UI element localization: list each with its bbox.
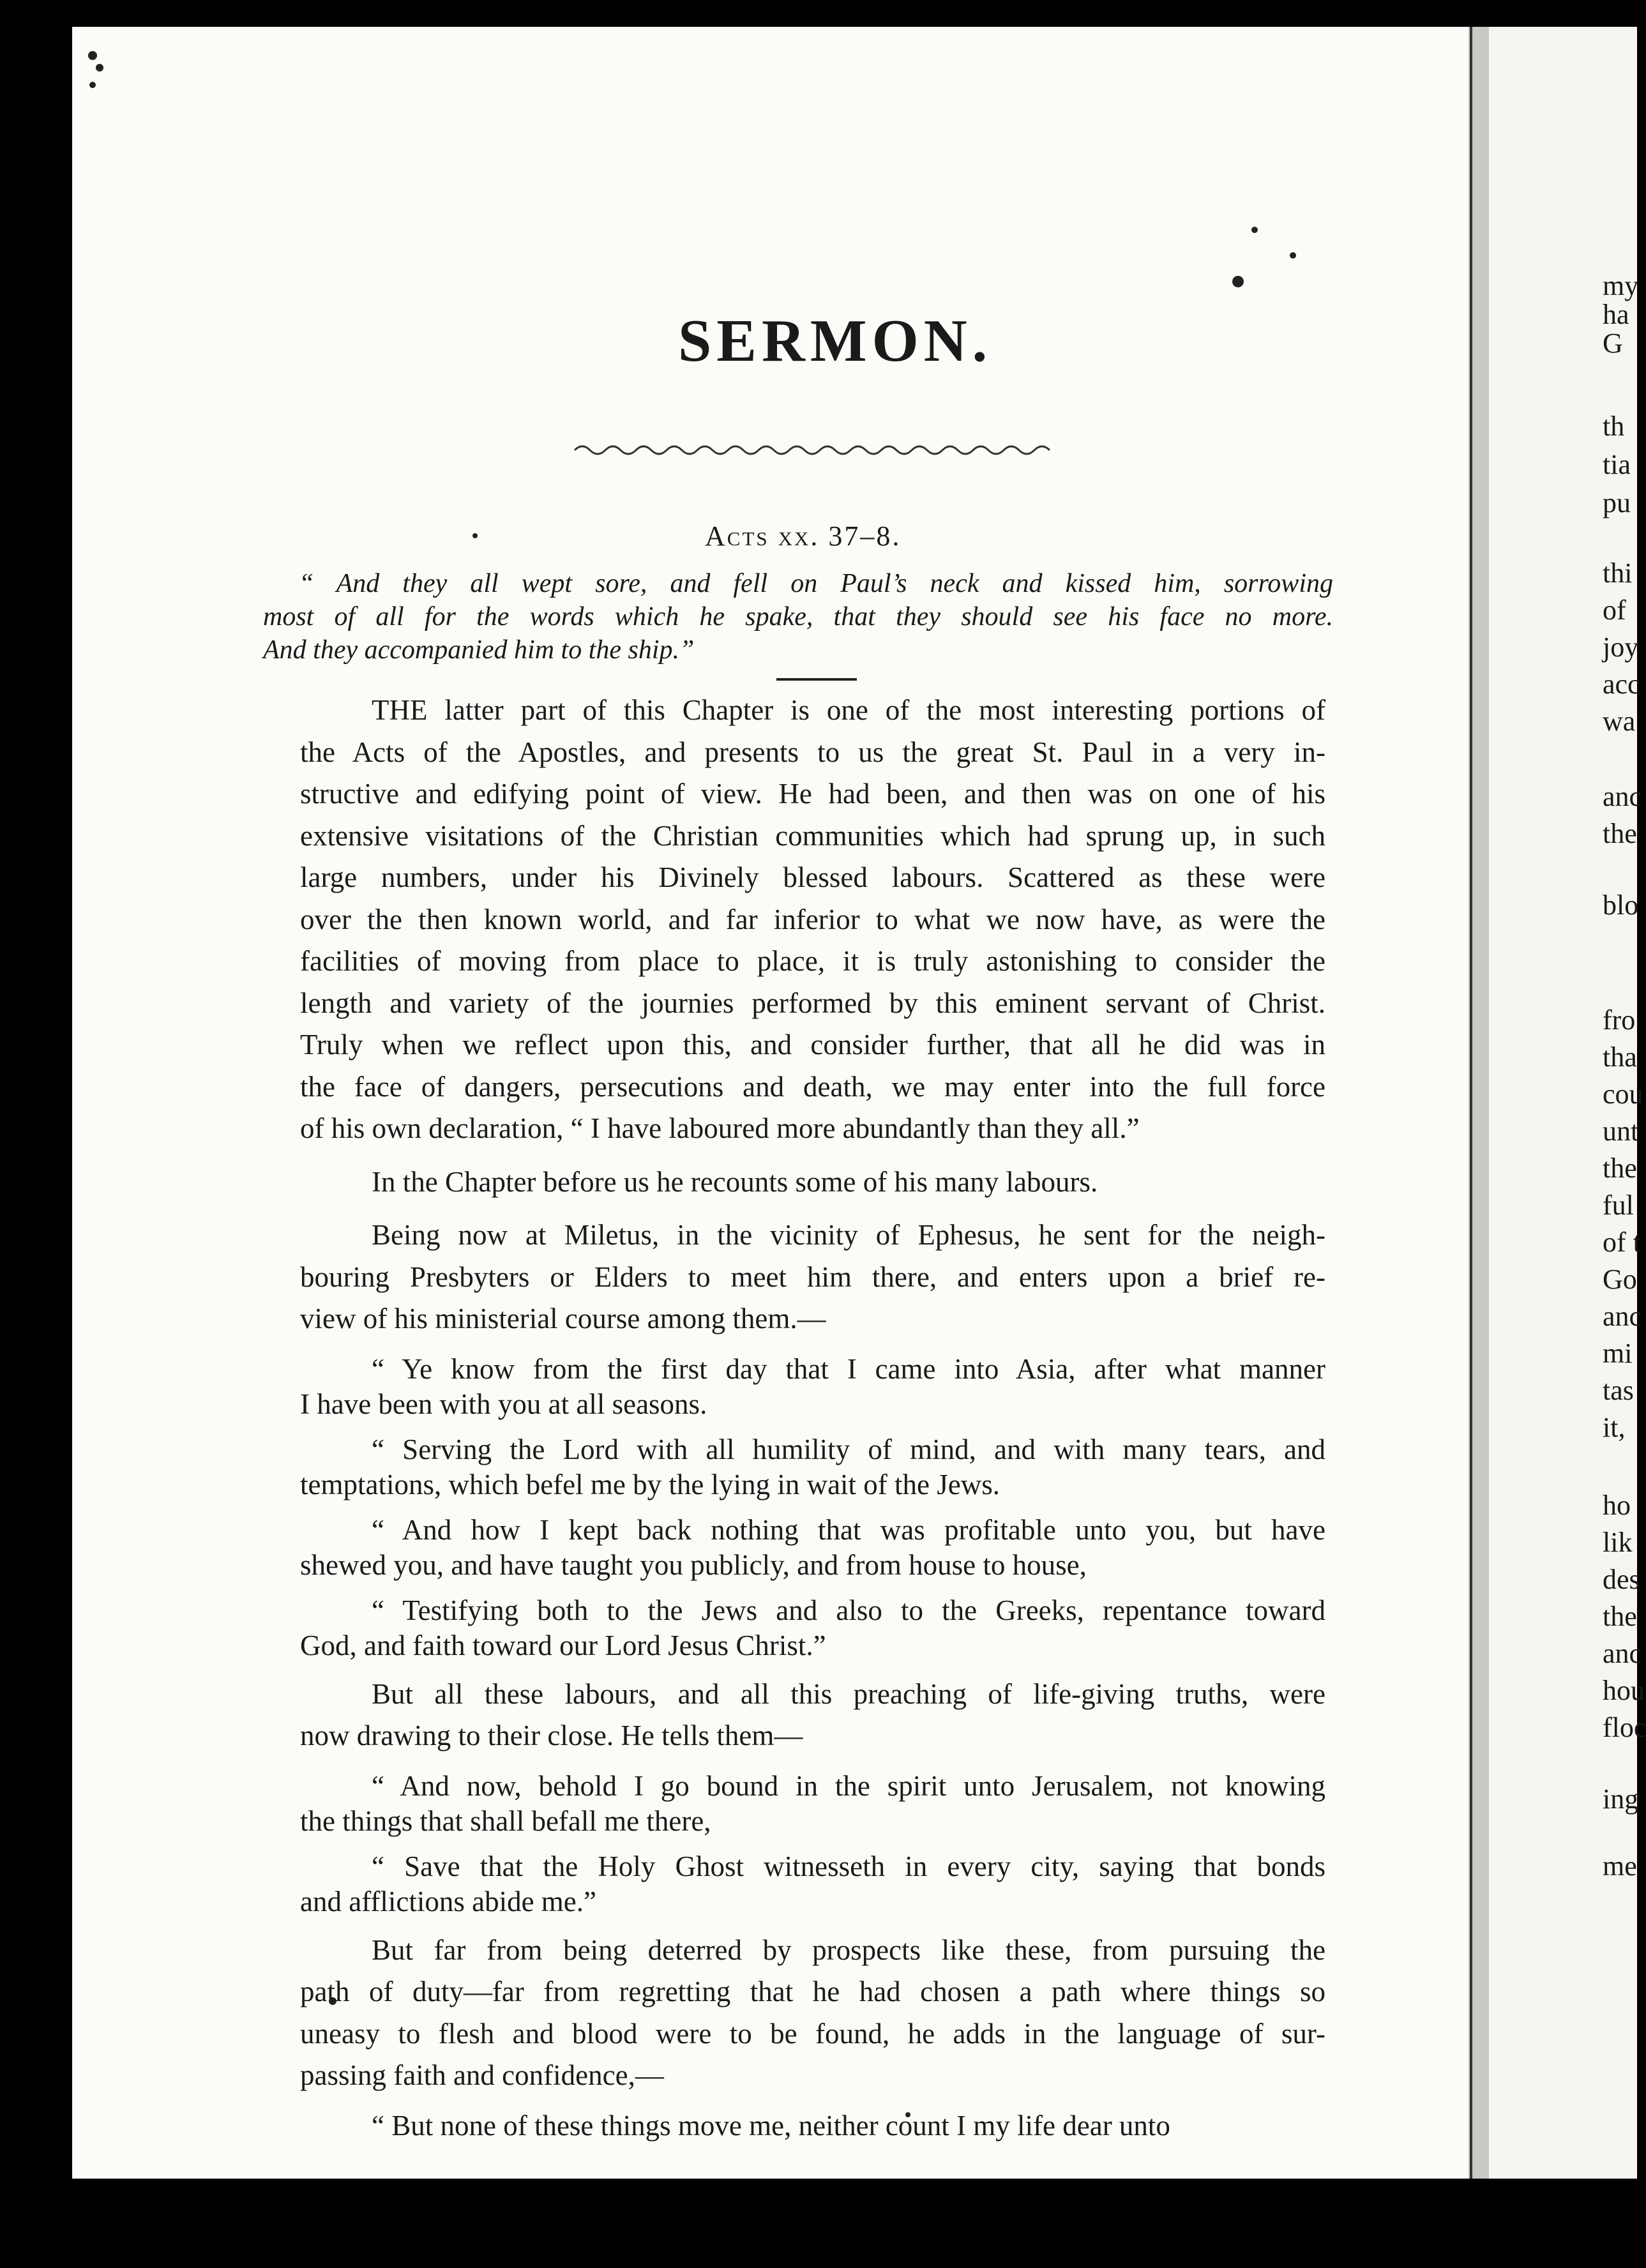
text-line: “ Ye know from the first day that I came into Asia, after what manner: [372, 1352, 1325, 1385]
text-line: Truly when we reflect upon this, and consider further, that all he did was in: [300, 1029, 1325, 1061]
facing-page-fragment: anc: [1603, 781, 1642, 812]
text-line: But far from being deterred by prospects like these, from pursuing the: [372, 1933, 1325, 1966]
body-paragraph: [300, 1161, 1325, 1204]
facing-page-fragment: mi: [1603, 1338, 1633, 1369]
facing-page-fragment: ha: [1603, 299, 1629, 330]
text-line: But all these labours, and all this preaching of life-giving truths, were: [372, 1677, 1325, 1710]
print-speck: [96, 64, 103, 72]
text-line: I have been with you at all seasons.: [300, 1387, 707, 1420]
text-line: “ But none of these things move me, neither count I my life dear unto: [372, 2109, 1170, 2142]
text-line: over the then known world, and far inferior to what we now have, as were the: [300, 903, 1325, 935]
facing-page-fragment: anc: [1603, 1301, 1642, 1332]
text-line: temptations, which befel me by the lying in wait of the Jews.: [300, 1468, 1000, 1501]
text-line: “ And how I kept back nothing that was profitable unto you, but have: [372, 1513, 1325, 1546]
facing-page-fragment: ing: [1603, 1783, 1639, 1815]
text-line: the face of dangers, persecutions and death, we may enter into the full force: [300, 1070, 1325, 1103]
text-line: large numbers, under his Divinely blessed labours. Scattered as these were: [300, 861, 1325, 893]
body-paragraph: [300, 1214, 1325, 1340]
facing-page-fragment: fro: [1603, 1004, 1636, 1036]
scripture-reference: Acts xx. 37–8.: [705, 520, 902, 552]
text-line: path of duty—far from regretting that he had chosen a path where things so: [300, 1976, 1325, 2007]
text-line: and afflictions abide me.”: [300, 1885, 596, 1917]
text-line: length and variety of the journies performed by this eminent servant of Christ.: [300, 987, 1325, 1019]
body-paragraph: [300, 1930, 1325, 2097]
text-line: “ Save that the Holy Ghost witnesseth in every city, saying that bonds: [372, 1850, 1325, 1882]
scripture-quote-paragraph: [300, 1849, 1325, 1919]
epigraph-line: “ And they all wept sore, and fell on Paul’s neck and kissed him, sorrowing: [299, 569, 1333, 598]
text-line: structive and edifying point of view. He had been, and then was on one of his: [300, 778, 1325, 810]
facing-page-fragment: Go: [1603, 1264, 1637, 1295]
body-paragraph: [300, 690, 1325, 1150]
facing-page-fragment: anc: [1603, 1638, 1642, 1669]
facing-page-fragment: th: [1603, 411, 1625, 442]
facing-page-fragment: floc: [1603, 1712, 1646, 1743]
text-line: “ Serving the Lord with all humility of mind, and with many tears, and: [372, 1433, 1325, 1465]
facing-page-fragment: ho: [1603, 1490, 1631, 1521]
facing-page-fragment: pu: [1603, 487, 1631, 518]
facing-page-fragment: G: [1603, 328, 1623, 359]
text-line: bouring Presbyters or Elders to meet him there, and enters upon a brief re-: [300, 1260, 1325, 1293]
text-line: the Acts of the Apostles, and presents to us the great St. Paul in a very in-: [300, 736, 1325, 768]
facing-page-fragment: ful: [1603, 1190, 1634, 1221]
print-speck: [88, 51, 97, 60]
facing-page-fragment: the: [1603, 1601, 1637, 1632]
print-speck: [472, 533, 478, 538]
print-speck: [89, 82, 96, 88]
text-line: view of his ministerial course among them.—: [300, 1303, 826, 1334]
text-line: In the Chapter before us he recounts some of his many labours.: [372, 1165, 1098, 1198]
text-line: now drawing to their close. He tells them—: [300, 1720, 803, 1751]
text-line: Being now at Miletus, in the vicinity of Ephesus, he sent for the neigh-: [372, 1219, 1325, 1251]
gutter-divider: [1470, 27, 1472, 2179]
text-line: God, and faith toward our Lord Jesus Christ.”: [300, 1629, 826, 1661]
epigraph-line: And they accompanied him to the ship.”: [263, 635, 695, 665]
sermon-body: [300, 690, 1325, 2154]
page-title: SERMON.: [678, 308, 993, 374]
text-line: “ And now, behold I go bound in the spirit unto Jerusalem, not knowing: [372, 1769, 1325, 1802]
facing-page-fragment: tha: [1603, 1041, 1637, 1073]
scripture-quote-paragraph: [300, 1769, 1325, 1839]
body-paragraph: [300, 1674, 1325, 1757]
facing-page-fragment: the: [1603, 818, 1637, 849]
epigraph-line: most of all for the words which he spake, that they should see his face no more.: [263, 602, 1333, 631]
text-line: the things that shall befall me there,: [300, 1804, 711, 1837]
facing-page-fragment: my: [1603, 270, 1639, 301]
text-line: uneasy to flesh and blood were to be found, he adds in the language of sur-: [300, 2017, 1325, 2050]
facing-page-fragment: blo: [1603, 889, 1639, 921]
facing-page-fragment: tia: [1603, 449, 1631, 480]
facing-page-fragment: hou: [1603, 1675, 1645, 1706]
print-speck: [1232, 276, 1244, 287]
facing-page-fragment: des: [1603, 1564, 1640, 1595]
wavy-ornament-rule: [575, 441, 1053, 460]
facing-page-fragment: me: [1603, 1850, 1637, 1882]
text-line: “ Testifying both to the Jews and also to the Greeks, repentance toward: [372, 1594, 1325, 1626]
facing-page-fragment: cou: [1603, 1078, 1643, 1110]
facing-page-fragment: tas: [1603, 1375, 1634, 1406]
text-line: facilities of moving from place to place, it is truly astonishing to consider the: [300, 945, 1325, 977]
facing-page-fragment: of: [1603, 594, 1626, 626]
facing-page-fragment: lik: [1603, 1527, 1633, 1558]
epigraph: [263, 567, 1333, 667]
text-line: of his own declaration, “ I have laboured more abundantly than they all.”: [300, 1112, 1140, 1144]
facing-page-fragment: it,: [1603, 1412, 1626, 1443]
print-speck: [1290, 252, 1296, 259]
scripture-quote-paragraph: [300, 1513, 1325, 1583]
facing-page-fragment: unt: [1603, 1115, 1639, 1147]
facing-page-fragment: wa: [1603, 706, 1636, 737]
text-line: extensive visitations of the Christian communities which had sprung up, in such: [300, 819, 1325, 852]
text-line: passing faith and confidence,—: [300, 2059, 664, 2091]
facing-page: [1489, 27, 1646, 2179]
text-line: THE latter part of this Chapter is one of the most interesting portions of: [372, 694, 1325, 726]
scripture-quote-paragraph: [300, 1432, 1325, 1502]
facing-page-fragment: joy: [1603, 631, 1639, 663]
facing-page-fragment: the: [1603, 1153, 1637, 1184]
facing-page-fragment: acc: [1603, 669, 1640, 700]
scripture-quote-paragraph: [300, 1593, 1325, 1663]
section-rule: [776, 678, 857, 681]
print-speck: [1251, 227, 1258, 233]
facing-page-fragment: thi: [1603, 557, 1633, 589]
scripture-quote-paragraph: [300, 1352, 1325, 1422]
facing-page-fragment: of t: [1603, 1227, 1641, 1258]
text-line: shewed you, and have taught you publicly, and from house to house,: [300, 1548, 1087, 1581]
scripture-quote-paragraph: [300, 2108, 1325, 2143]
